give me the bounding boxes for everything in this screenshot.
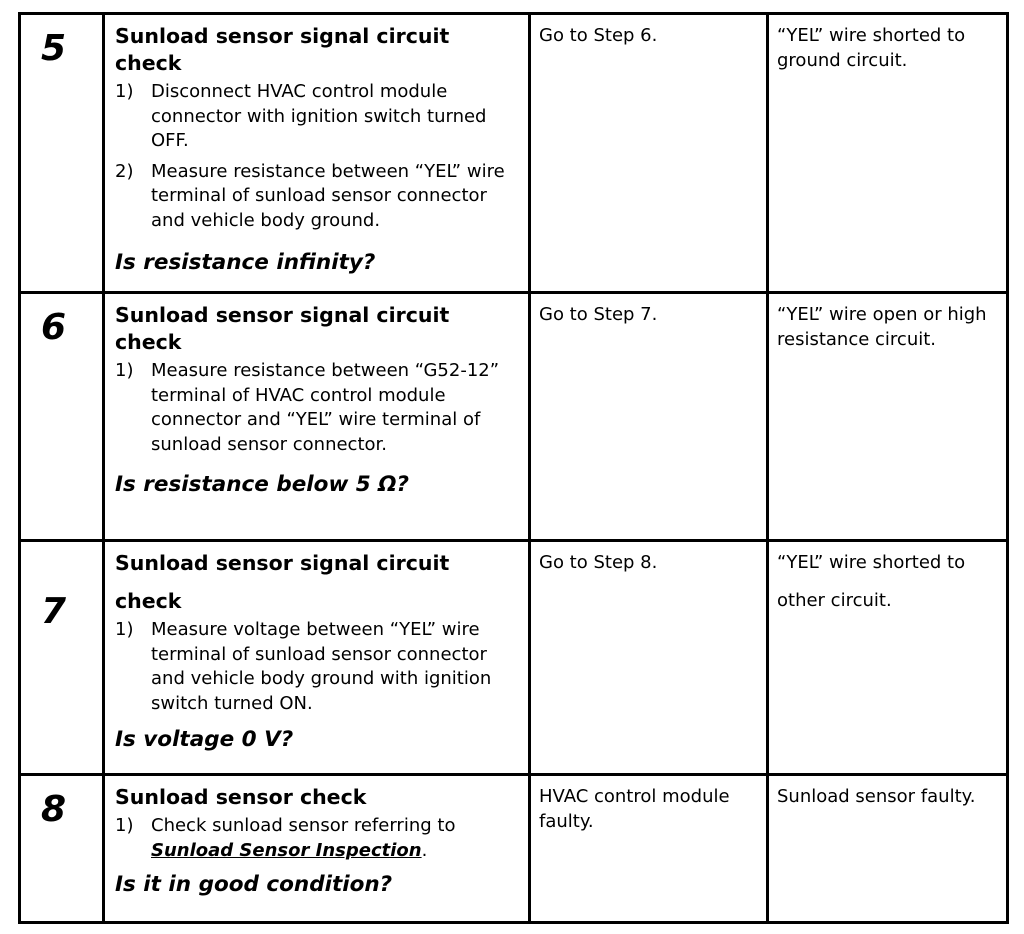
sub-step-suffix: . xyxy=(421,839,428,861)
step-title-line: check xyxy=(115,589,182,613)
no-result-line: “YEL” wire shorted to xyxy=(777,552,966,573)
step-row xyxy=(20,775,1008,923)
sub-step-list xyxy=(115,618,518,716)
sub-step-list xyxy=(115,814,518,863)
step-question: Is resistance infinity? xyxy=(115,250,376,275)
yes-result: Go to Step 7. xyxy=(539,304,658,325)
yes-result: HVAC control module faulty. xyxy=(539,786,730,832)
yes-result-cell xyxy=(530,775,768,923)
step-number: 7 xyxy=(41,591,67,632)
sub-step-index: 1) xyxy=(115,81,134,102)
step-number-cell xyxy=(20,775,104,923)
step-number-cell xyxy=(20,541,104,775)
sunload-sensor-inspection-link[interactable]: Sunload Sensor Inspection xyxy=(151,839,422,861)
sub-step-index: 1) xyxy=(115,619,134,640)
sub-step-index: 1) xyxy=(115,360,134,381)
step-title xyxy=(115,23,518,77)
yes-result: Go to Step 6. xyxy=(539,25,658,46)
sub-step-text: Disconnect HVAC control module connector with ignition switch turned OFF. xyxy=(151,81,487,151)
step-title-line: check xyxy=(115,51,182,75)
sub-step-index: 1) xyxy=(115,815,134,836)
step-number: 6 xyxy=(41,307,67,348)
step-action-cell xyxy=(104,775,530,923)
no-result-cell xyxy=(768,775,1008,923)
sub-step xyxy=(115,80,518,154)
step-title-line: Sunload sensor signal circuit xyxy=(115,24,450,48)
no-result-cell xyxy=(768,541,1008,775)
step-question: Is resistance below 5 Ω? xyxy=(115,472,409,497)
step-number-cell xyxy=(20,293,104,541)
step-row xyxy=(20,541,1008,775)
sub-step xyxy=(115,618,518,716)
step-action-cell xyxy=(104,541,530,775)
sub-step-list xyxy=(115,80,518,233)
no-result: “YEL” wire open or high resistance circuit. xyxy=(777,304,987,350)
step-title-line: Sunload sensor signal circuit xyxy=(115,551,450,575)
step-action-cell xyxy=(104,293,530,541)
sub-step-text: Measure voltage between “YEL” wire terminal of sunload sensor connector and vehicle body ground with ignition switch turned ON. xyxy=(151,619,492,714)
step-title-line: Sunload sensor signal circuit xyxy=(115,303,450,327)
sub-step-index: 2) xyxy=(115,160,134,182)
step-action-cell xyxy=(104,14,530,293)
sub-step-text: Measure resistance between “YEL” wire terminal of sunload sensor connector and vehicle body ground. xyxy=(151,160,505,231)
no-result-cell xyxy=(768,14,1008,293)
step-title: Sunload sensor check xyxy=(115,785,367,809)
sub-step-list xyxy=(115,359,518,457)
yes-result-cell xyxy=(530,14,768,293)
step-row xyxy=(20,293,1008,541)
step-question: Is it in good condition? xyxy=(115,872,393,897)
yes-result-cell xyxy=(530,293,768,541)
step-row xyxy=(20,14,1008,293)
step-title xyxy=(115,550,518,615)
step-number: 5 xyxy=(41,28,67,69)
yes-result-cell xyxy=(530,541,768,775)
no-result: Sunload sensor faulty. xyxy=(777,786,976,807)
sub-step-text: Measure resistance between “G52-12” terminal of HVAC control module connector and “YEL” wire terminal of sunload sensor connector. xyxy=(151,360,500,455)
no-result: “YEL” wire shorted to ground circuit. xyxy=(777,25,966,71)
no-result xyxy=(769,542,1006,613)
diagnostic-steps-table xyxy=(18,12,1009,924)
yes-result: Go to Step 8. xyxy=(539,552,658,573)
step-number: 8 xyxy=(41,789,67,830)
sub-step xyxy=(115,359,518,457)
no-result-cell xyxy=(768,293,1008,541)
sub-step xyxy=(115,160,518,234)
no-result-line: other circuit. xyxy=(777,589,892,611)
step-question: Is voltage 0 V? xyxy=(115,727,294,752)
step-title xyxy=(115,302,518,356)
step-title-line: check xyxy=(115,330,182,354)
sub-step xyxy=(115,814,518,863)
sub-step-text: Check sunload sensor referring to xyxy=(151,815,456,836)
step-number-cell xyxy=(20,14,104,293)
